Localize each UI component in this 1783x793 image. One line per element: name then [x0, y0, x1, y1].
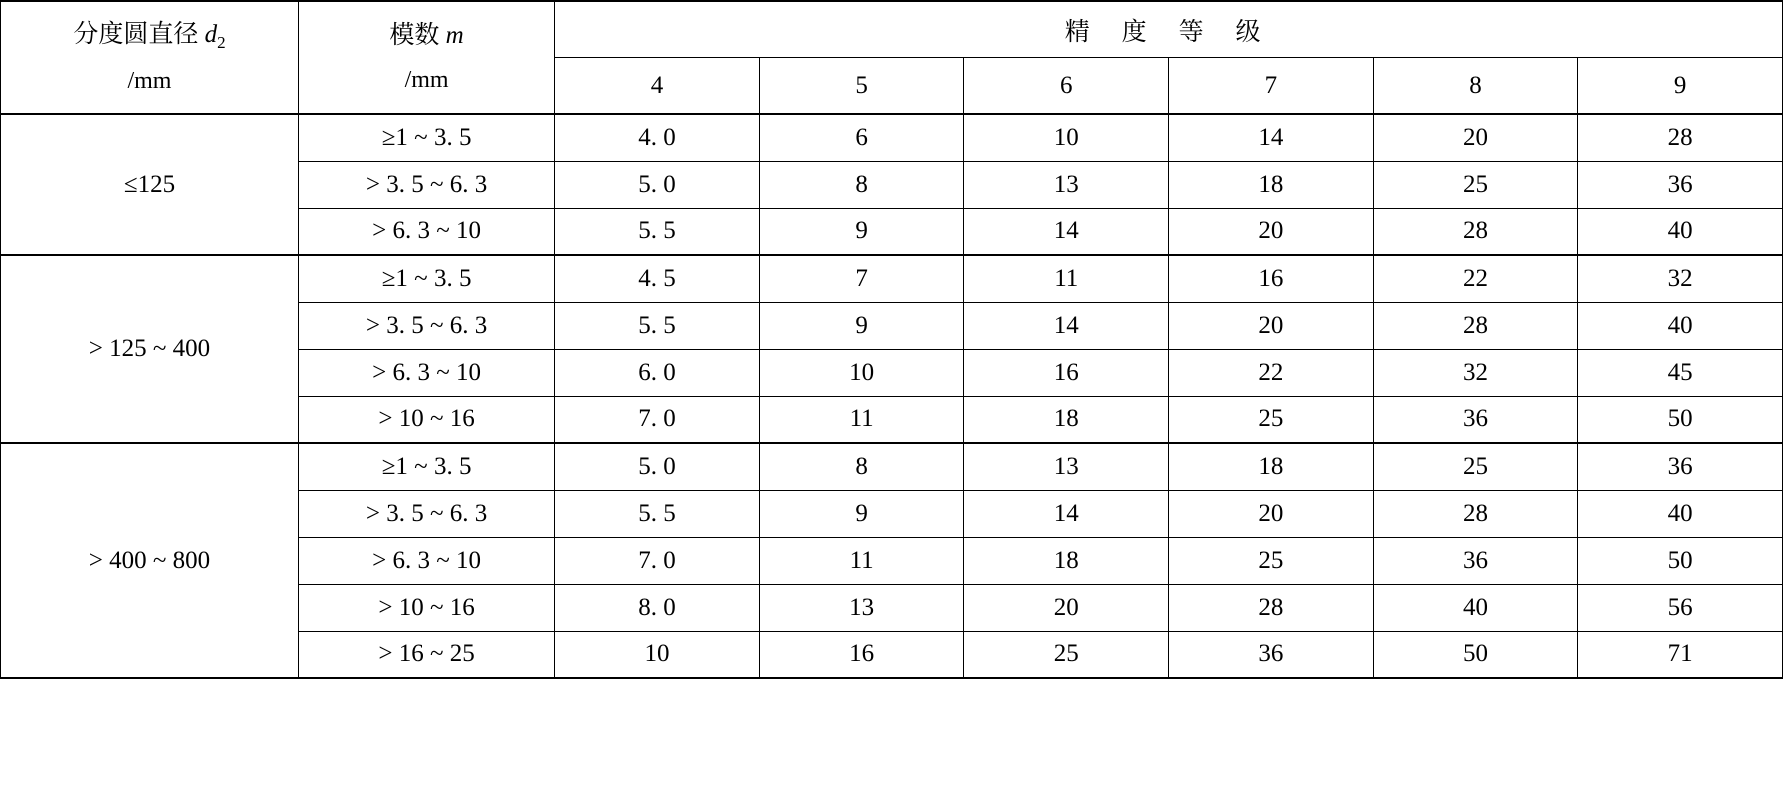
- value-cell: 36: [1578, 443, 1783, 490]
- value-cell: 5. 5: [555, 302, 760, 349]
- module-cell: > 10 ~ 16: [298, 584, 554, 631]
- value-cell: 7. 0: [555, 537, 760, 584]
- value-cell: 25: [964, 631, 1169, 678]
- value-cell: 5. 5: [555, 490, 760, 537]
- value-cell: 20: [1169, 302, 1374, 349]
- value-cell: 8: [759, 443, 964, 490]
- value-cell: 40: [1578, 302, 1783, 349]
- value-cell: 25: [1373, 161, 1578, 208]
- header-grade-6: 6: [964, 58, 1169, 115]
- value-cell: 36: [1373, 537, 1578, 584]
- header-grade-7: 7: [1169, 58, 1374, 115]
- module-cell: > 16 ~ 25: [298, 631, 554, 678]
- module-cell: > 10 ~ 16: [298, 396, 554, 443]
- value-cell: 16: [964, 349, 1169, 396]
- value-cell: 6. 0: [555, 349, 760, 396]
- value-cell: 18: [1169, 161, 1374, 208]
- header-module-symbol: m: [445, 22, 464, 50]
- table-row: [1, 114, 1783, 161]
- value-cell: 28: [1373, 302, 1578, 349]
- value-cell: 40: [1373, 584, 1578, 631]
- header-grade-8: 8: [1373, 58, 1578, 115]
- value-cell: 9: [759, 490, 964, 537]
- value-cell: 32: [1373, 349, 1578, 396]
- value-cell: 10: [555, 631, 760, 678]
- value-cell: 45: [1578, 349, 1783, 396]
- value-cell: 10: [964, 114, 1169, 161]
- value-cell: 9: [759, 208, 964, 255]
- value-cell: 14: [964, 302, 1169, 349]
- diameter-group-cell: > 400 ~ 800: [1, 443, 299, 678]
- table-body: [1, 114, 1783, 678]
- module-cell: > 6. 3 ~ 10: [298, 537, 554, 584]
- module-cell: > 6. 3 ~ 10: [298, 208, 554, 255]
- table-row: [1, 443, 1783, 490]
- module-cell: > 6. 3 ~ 10: [298, 349, 554, 396]
- header-grade-5: 5: [759, 58, 964, 115]
- value-cell: 50: [1578, 537, 1783, 584]
- header-diameter-label: 分度圆直径: [73, 19, 199, 49]
- value-cell: 25: [1169, 537, 1374, 584]
- value-cell: 5. 0: [555, 161, 760, 208]
- value-cell: 18: [964, 396, 1169, 443]
- value-cell: 20: [1373, 114, 1578, 161]
- module-cell: ≥1 ~ 3. 5: [298, 443, 554, 490]
- value-cell: 36: [1578, 161, 1783, 208]
- module-cell: ≥1 ~ 3. 5: [298, 114, 554, 161]
- value-cell: 13: [759, 584, 964, 631]
- value-cell: 5. 5: [555, 208, 760, 255]
- value-cell: 13: [964, 443, 1169, 490]
- value-cell: 14: [964, 490, 1169, 537]
- value-cell: 28: [1578, 114, 1783, 161]
- value-cell: 11: [759, 396, 964, 443]
- value-cell: 22: [1373, 255, 1578, 302]
- header-module: [298, 1, 554, 114]
- value-cell: 8. 0: [555, 584, 760, 631]
- module-cell: > 3. 5 ~ 6. 3: [298, 302, 554, 349]
- value-cell: 5. 0: [555, 443, 760, 490]
- value-cell: 18: [964, 537, 1169, 584]
- value-cell: 7. 0: [555, 396, 760, 443]
- value-cell: 28: [1373, 208, 1578, 255]
- value-cell: 6: [759, 114, 964, 161]
- header-diameter: [1, 1, 299, 114]
- diameter-group-cell: ≤125: [1, 114, 299, 255]
- value-cell: 10: [759, 349, 964, 396]
- value-cell: 20: [964, 584, 1169, 631]
- header-module-unit: /mm: [404, 66, 449, 93]
- value-cell: 36: [1169, 631, 1374, 678]
- value-cell: 11: [759, 537, 964, 584]
- value-cell: 11: [964, 255, 1169, 302]
- value-cell: 14: [964, 208, 1169, 255]
- module-cell: > 3. 5 ~ 6. 3: [298, 490, 554, 537]
- value-cell: 4. 0: [555, 114, 760, 161]
- value-cell: 40: [1578, 208, 1783, 255]
- header-module-label: 模数: [389, 20, 440, 50]
- value-cell: 50: [1578, 396, 1783, 443]
- header-grade-4: 4: [555, 58, 760, 115]
- value-cell: 40: [1578, 490, 1783, 537]
- header-diameter-subscript: 2: [217, 33, 226, 53]
- value-cell: 36: [1373, 396, 1578, 443]
- header-grade-9: 9: [1578, 58, 1783, 115]
- value-cell: 50: [1373, 631, 1578, 678]
- value-cell: 28: [1373, 490, 1578, 537]
- value-cell: 14: [1169, 114, 1374, 161]
- value-cell: 25: [1169, 396, 1374, 443]
- value-cell: 56: [1578, 584, 1783, 631]
- value-cell: 16: [1169, 255, 1374, 302]
- value-cell: 7: [759, 255, 964, 302]
- module-cell: ≥1 ~ 3. 5: [298, 255, 554, 302]
- value-cell: 8: [759, 161, 964, 208]
- value-cell: 20: [1169, 490, 1374, 537]
- value-cell: 32: [1578, 255, 1783, 302]
- value-cell: 22: [1169, 349, 1374, 396]
- value-cell: 16: [759, 631, 964, 678]
- value-cell: 18: [1169, 443, 1374, 490]
- value-cell: 9: [759, 302, 964, 349]
- value-cell: 28: [1169, 584, 1374, 631]
- table-header: [1, 1, 1783, 114]
- module-cell: > 3. 5 ~ 6. 3: [298, 161, 554, 208]
- value-cell: 4. 5: [555, 255, 760, 302]
- header-diameter-unit: /mm: [127, 67, 172, 94]
- value-cell: 13: [964, 161, 1169, 208]
- diameter-group-cell: > 125 ~ 400: [1, 255, 299, 443]
- value-cell: 20: [1169, 208, 1374, 255]
- header-grade-title: 精 度 等 级: [555, 1, 1783, 58]
- value-cell: 25: [1373, 443, 1578, 490]
- header-diameter-symbol: d: [204, 21, 218, 49]
- value-cell: 71: [1578, 631, 1783, 678]
- table-row: [1, 255, 1783, 302]
